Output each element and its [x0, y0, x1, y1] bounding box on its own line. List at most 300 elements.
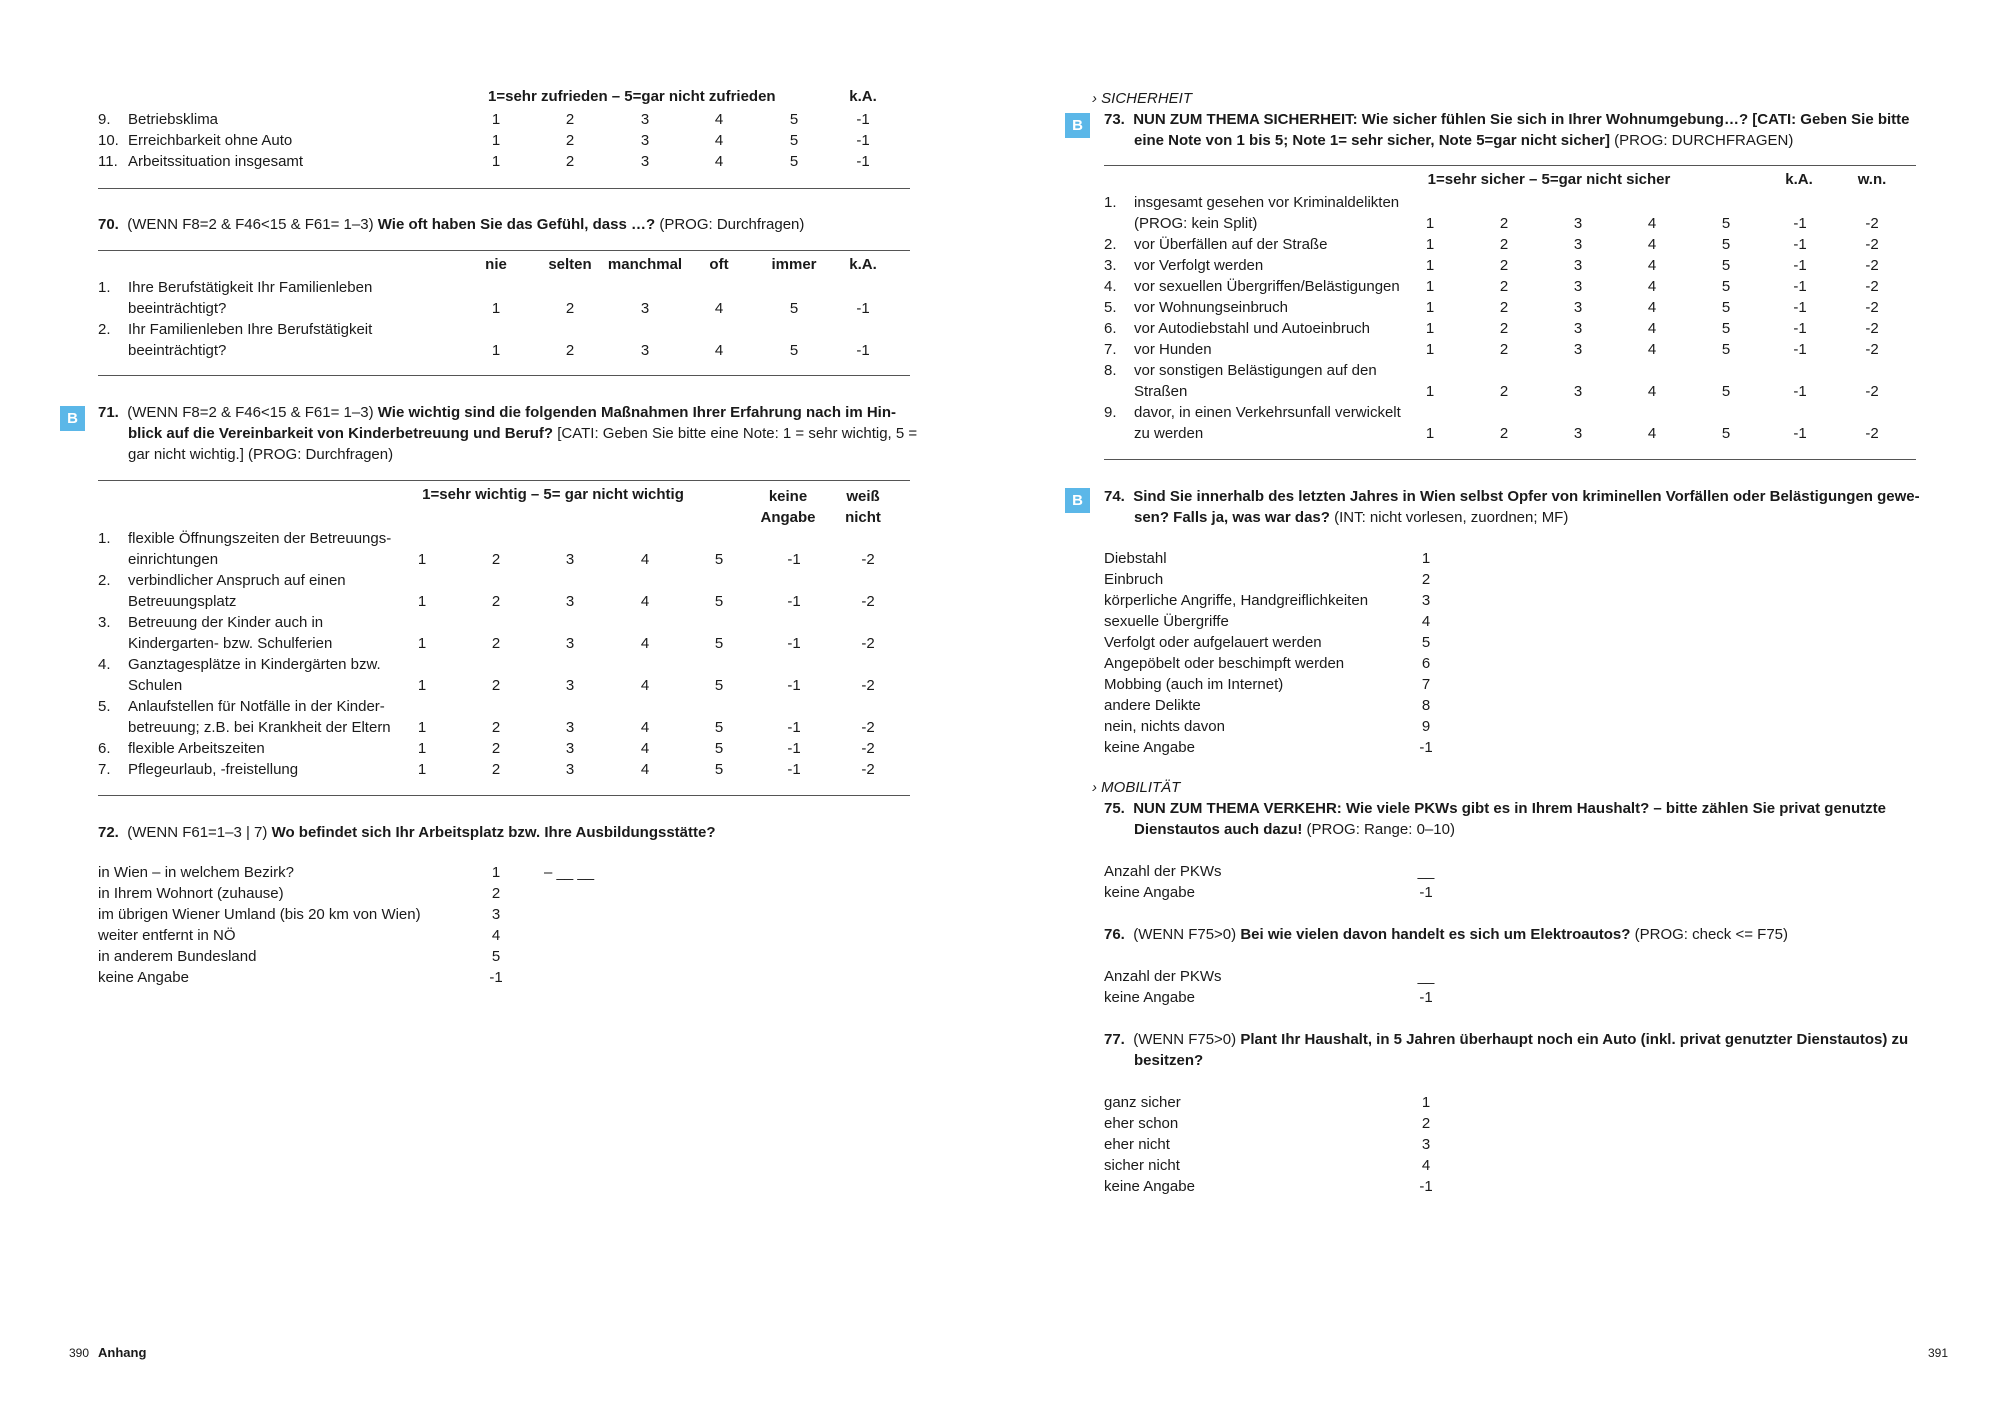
option-row — [98, 946, 910, 967]
divider — [98, 375, 910, 376]
scale-value: 1 — [491, 153, 501, 170]
row-label: Pflegeurlaub, -freistellung — [128, 761, 299, 778]
row-label: vor sonstigen Belästigungen auf den — [1134, 362, 1377, 379]
table-row — [98, 130, 910, 151]
row-label: vor Hunden — [1134, 341, 1212, 358]
prog-note: (PROG: check <= F75) — [1634, 926, 1788, 943]
option-row — [1104, 674, 1604, 695]
question-number: 75. — [1104, 800, 1125, 817]
scale-value: 3 — [565, 740, 575, 757]
row-label: Ganztagesplätze in Kindergärten bzw. — [128, 656, 381, 673]
row-label-cont: Kindergarten- bzw. Schulferien — [128, 635, 333, 652]
row-label: verbindlicher Anspruch auf einen — [128, 572, 346, 589]
page-number-left: 390 — [69, 1346, 90, 1360]
row-number: 5. — [98, 698, 111, 715]
option-row — [1104, 861, 1604, 882]
cati-note-cont: gar nicht wichtig.] (PROG: Durchfragen) — [128, 446, 394, 463]
scale-value: 4 — [1647, 278, 1657, 295]
option-code: -1 — [1419, 884, 1433, 901]
scale-value: -2 — [861, 677, 875, 694]
scale-value: 5 — [714, 677, 724, 694]
question-number: 77. — [1104, 1031, 1125, 1048]
scale-value: 3 — [565, 761, 575, 778]
row-number: 1. — [98, 530, 111, 547]
row-number: 3. — [98, 614, 111, 631]
row-label-cont: Betreuungsplatz — [128, 593, 237, 610]
option-row — [1104, 737, 1604, 758]
scale-value: 1 — [417, 593, 427, 610]
row-number: 2. — [1104, 236, 1117, 253]
scale-value: 3 — [1573, 320, 1583, 337]
scale-value: 5 — [789, 111, 799, 128]
scale-value: -1 — [1793, 299, 1807, 316]
q71-keine-angabe-header — [753, 486, 823, 528]
q72-options — [98, 862, 910, 992]
scale-value: -1 — [1793, 425, 1807, 442]
table-row — [98, 109, 910, 130]
scale-value: 1 — [1425, 320, 1435, 337]
q73-scale-header: 1=sehr sicher – 5=gar nicht sicher — [1427, 171, 1671, 188]
option-code: 2 — [1421, 571, 1431, 588]
row-label: flexible Arbeitszeiten — [128, 740, 265, 757]
q77-question — [1104, 1029, 1924, 1071]
scale-value: -1 — [787, 635, 801, 652]
scale-value: 4 — [714, 111, 724, 128]
option-row — [1104, 569, 1604, 590]
footer-section: Anhang — [98, 1345, 147, 1360]
option-label: sexuelle Übergriffe — [1104, 613, 1229, 630]
row-number: 3. — [1104, 257, 1117, 274]
option-row — [1104, 590, 1604, 611]
prog-note: (PROG: DURCHFRAGEN) — [1614, 132, 1794, 149]
option-code: 4 — [1421, 1157, 1431, 1174]
scale-value: 4 — [640, 761, 650, 778]
question-text: Sind Sie innerhalb des letzten Jahres in Wien selbst Opfer von kriminellen Vorfällen oder Belästigungen gewe- — [1133, 488, 1920, 505]
table-row — [98, 759, 910, 780]
scale-value: 5 — [714, 635, 724, 652]
scale-value: 2 — [491, 719, 501, 736]
option-row — [98, 904, 910, 925]
option-row — [1104, 653, 1604, 674]
condition: (WENN F8=2 & F46<15 & F61= 1–3) — [127, 216, 374, 233]
scale-value: 4 — [714, 342, 724, 359]
scale-value: 2 — [1499, 257, 1509, 274]
scale-value: -1 — [856, 111, 870, 128]
scale-value: 3 — [565, 551, 575, 568]
section-title: SICHERHEIT — [1101, 90, 1193, 107]
option-row — [98, 925, 910, 946]
condition: (WENN F75>0) — [1133, 1031, 1237, 1048]
scale-value: 5 — [1721, 425, 1731, 442]
question-number: 76. — [1104, 926, 1125, 943]
divider — [98, 795, 910, 796]
option-row — [1104, 882, 1604, 903]
scale-value: -2 — [1865, 320, 1879, 337]
option-code: 8 — [1421, 697, 1431, 714]
scale-value: -1 — [1793, 341, 1807, 358]
column-header: k.A. — [849, 256, 877, 273]
option-label: keine Angabe — [1104, 989, 1195, 1006]
scale-value: 5 — [789, 153, 799, 170]
scale-value: -2 — [1865, 341, 1879, 358]
scale-value: 2 — [565, 342, 575, 359]
scale-value: 4 — [1647, 383, 1657, 400]
scale-value: 1 — [491, 300, 501, 317]
scale-value: -2 — [861, 635, 875, 652]
question-number: 70. — [98, 216, 119, 233]
q76-options — [1104, 966, 1604, 1011]
scale-value: -1 — [1793, 320, 1807, 337]
row-label: flexible Öffnungszeiten der Betreuungs- — [128, 530, 392, 547]
scale-value: 2 — [491, 761, 501, 778]
option-label: weiter entfernt in NÖ — [98, 927, 236, 944]
q75-question — [1104, 798, 1924, 840]
option-label: Anzahl der PKWs — [1104, 863, 1222, 880]
scale-value: -2 — [1865, 257, 1879, 274]
option-code: 4 — [491, 927, 501, 944]
row-label: insgesamt gesehen vor Kriminaldelikten — [1134, 194, 1400, 211]
scale-value: 4 — [640, 740, 650, 757]
option-label: Angepöbelt oder beschimpft werden — [1104, 655, 1345, 672]
scale-value: 2 — [1499, 215, 1509, 232]
q77-options — [1104, 1092, 1604, 1202]
scale-value: 4 — [640, 593, 650, 610]
scale-value: -1 — [787, 740, 801, 757]
scale-value: 5 — [1721, 278, 1731, 295]
scale-value: 1 — [417, 761, 427, 778]
b-badge: B — [1065, 488, 1090, 513]
option-code: 2 — [491, 885, 501, 902]
scale-value: 3 — [640, 111, 650, 128]
scale-value: 4 — [1647, 341, 1657, 358]
table-row — [1104, 318, 1916, 339]
option-row — [1104, 548, 1604, 569]
scale-value: 2 — [1499, 320, 1509, 337]
divider — [98, 188, 910, 189]
scale-value: 1 — [1425, 236, 1435, 253]
scale-value: -2 — [1865, 236, 1879, 253]
scale-value: -1 — [787, 761, 801, 778]
option-code: 7 — [1421, 676, 1431, 693]
scale-value: 2 — [565, 111, 575, 128]
row-label: Betriebsklima — [128, 111, 219, 128]
row-label: vor Autodiebstahl und Autoeinbruch — [1134, 320, 1371, 337]
table-row — [1104, 234, 1916, 255]
question-text: Wo befindet sich Ihr Arbeitsplatz bzw. Ihre Ausbildungsstätte? — [271, 824, 716, 841]
table-row — [1104, 402, 1916, 444]
row-label: Betreuung der Kinder auch in — [128, 614, 324, 631]
table-row — [1104, 360, 1916, 402]
scale-value: 5 — [1721, 341, 1731, 358]
scale-value: -1 — [1793, 215, 1807, 232]
q70-question — [98, 214, 804, 235]
scale-value: 1 — [417, 740, 427, 757]
scale-value: 5 — [1721, 299, 1731, 316]
scale-value: 5 — [789, 342, 799, 359]
scale-value: 3 — [565, 635, 575, 652]
row-label: vor Verfolgt werden — [1134, 257, 1264, 274]
table-row — [1104, 192, 1916, 234]
question-text: Bei wie vielen davon handelt es sich um Elektroautos? — [1240, 926, 1631, 943]
option-label: eher nicht — [1104, 1136, 1170, 1153]
row-label: Ihre Berufstätigkeit Ihr Familienleben — [128, 279, 373, 296]
scale-value: 3 — [640, 300, 650, 317]
q73-table — [1104, 171, 1916, 451]
scale-value: 2 — [1499, 383, 1509, 400]
option-row — [98, 967, 910, 988]
scale-value: 4 — [640, 551, 650, 568]
divider — [98, 250, 910, 251]
scale-value: 1 — [1425, 278, 1435, 295]
table-row — [98, 696, 910, 738]
scale-value: 3 — [1573, 257, 1583, 274]
row-label-cont: beeinträchtigt? — [128, 342, 227, 359]
column-header: selten — [548, 256, 592, 273]
option-label: Verfolgt oder aufgelauert werden — [1104, 634, 1322, 651]
option-code: __ — [1417, 863, 1435, 880]
scale-value: -1 — [856, 300, 870, 317]
row-number: 1. — [98, 279, 111, 296]
option-label: andere Delikte — [1104, 697, 1201, 714]
option-row — [1104, 987, 1604, 1008]
question-text: NUN ZUM THEMA VERKEHR: Wie viele PKWs gibt es in Ihrem Haushalt? – bitte zählen Sie privat genutzte — [1133, 800, 1886, 817]
scale-value: 1 — [417, 635, 427, 652]
scale-value: 1 — [491, 132, 501, 149]
question-text-cont: Dienstautos auch dazu! — [1134, 821, 1303, 838]
scale-value: 4 — [1647, 215, 1657, 232]
q71-scale-header: 1=sehr wichtig – 5= gar nicht wichtig — [422, 486, 684, 503]
row-label-cont: einrichtungen — [128, 551, 219, 568]
option-row — [1104, 695, 1604, 716]
option-code: -1 — [1419, 1178, 1433, 1195]
scale-value: -2 — [1865, 425, 1879, 442]
row-label-cont: zu werden — [1134, 425, 1204, 442]
section-title: MOBILITÄT — [1101, 779, 1181, 796]
scale-value: -2 — [861, 719, 875, 736]
q74-question — [1104, 486, 1924, 528]
option-row — [1104, 1134, 1604, 1155]
row-label: Ihr Familienleben Ihre Berufstätigkeit — [128, 321, 373, 338]
row-label-cont: Schulen — [128, 677, 183, 694]
q71-table — [98, 486, 910, 786]
scale-value: -2 — [1865, 299, 1879, 316]
b-badge: B — [1065, 113, 1090, 138]
scale-value: -1 — [856, 342, 870, 359]
scale-value: 1 — [1425, 383, 1435, 400]
option-label: ganz sicher — [1104, 1094, 1181, 1111]
column-header: oft — [709, 256, 729, 273]
scale-value: 1 — [417, 677, 427, 694]
scale-value: 1 — [491, 111, 501, 128]
scale-value: 5 — [1721, 257, 1731, 274]
row-label: Anlaufstellen für Notfälle in der Kinder- — [128, 698, 385, 715]
row-number: 2. — [98, 321, 111, 338]
row-number: 1. — [1104, 194, 1117, 211]
q76-question — [1104, 924, 1788, 945]
scale-value: -2 — [1865, 278, 1879, 295]
row-label-cont: Straßen — [1134, 383, 1188, 400]
option-row — [98, 883, 910, 904]
table-row — [98, 738, 910, 759]
q71-question — [98, 402, 918, 465]
option-code: 6 — [1421, 655, 1431, 672]
question-text: NUN ZUM THEMA SICHERHEIT: Wie sicher fühlen Sie sich in Ihrer Wohnumgebung…? [CATI: Geben Sie bitte — [1133, 111, 1910, 128]
row-number: 4. — [1104, 278, 1117, 295]
column-header: nie — [485, 256, 507, 273]
row-label: Arbeitssituation insgesamt — [128, 153, 304, 170]
option-label: nein, nichts davon — [1104, 718, 1225, 735]
table-row — [98, 277, 910, 319]
q74-options — [1104, 548, 1604, 763]
scale-value: 3 — [1573, 236, 1583, 253]
scale-value: 3 — [1573, 383, 1583, 400]
question-text: Wie wichtig sind die folgenden Maßnahmen Ihrer Erfahrung nach im Hin- — [377, 404, 896, 421]
option-label: keine Angabe — [1104, 1178, 1195, 1195]
row-number: 2. — [98, 572, 111, 589]
option-row — [1104, 1155, 1604, 1176]
scale-value: 4 — [640, 719, 650, 736]
option-code: 3 — [1421, 1136, 1431, 1153]
question-text-cont: eine Note von 1 bis 5; Note 1= sehr sicher, Note 5=gar nicht sicher] — [1134, 132, 1610, 149]
q73-question — [1104, 109, 1924, 151]
row-label: vor Wohnungseinbruch — [1134, 299, 1288, 316]
int-note: (INT: nicht vorlesen, zuordnen; MF) — [1334, 509, 1569, 526]
scale-value: 2 — [565, 300, 575, 317]
chevron-right-icon: › — [1092, 90, 1097, 107]
option-code: 2 — [1421, 1115, 1431, 1132]
scale-value: 3 — [1573, 278, 1583, 295]
row-number: 9. — [1104, 404, 1117, 421]
table-row — [1104, 297, 1916, 318]
scale-value: 4 — [640, 635, 650, 652]
row-number: 7. — [1104, 341, 1117, 358]
scale-value: 5 — [714, 719, 724, 736]
q73-wn-header: w.n. — [1857, 171, 1887, 188]
district-blank: – __ __ — [544, 864, 595, 881]
question-text-cont: blick auf die Vereinbarkeit von Kinderbetreuung und Beruf? — [128, 425, 554, 442]
column-header: immer — [771, 256, 817, 273]
table-row — [1104, 276, 1916, 297]
condition: (WENN F75>0) — [1133, 926, 1237, 943]
option-code: 1 — [1421, 550, 1431, 567]
b-badge: B — [60, 406, 85, 431]
scale-value: 4 — [1647, 236, 1657, 253]
row-number: 4. — [98, 656, 111, 673]
scale-value: 3 — [640, 153, 650, 170]
option-code: 3 — [1421, 592, 1431, 609]
scale-value: -1 — [787, 719, 801, 736]
scale-value: -1 — [1793, 383, 1807, 400]
row-label: vor sexuellen Übergriffen/Belästigungen — [1134, 278, 1400, 295]
table-row — [1104, 255, 1916, 276]
divider — [1104, 459, 1916, 460]
scale-value: 4 — [640, 677, 650, 694]
table-row — [98, 570, 910, 612]
question-number: 73. — [1104, 111, 1125, 128]
scale-value: 3 — [565, 677, 575, 694]
scale-value: 5 — [714, 551, 724, 568]
scale-value: 5 — [714, 740, 724, 757]
option-code: 1 — [491, 864, 501, 881]
option-row — [1104, 1176, 1604, 1197]
q69-scale-header: 1=sehr zufrieden – 5=gar nicht zufrieden — [488, 88, 776, 105]
scale-value: 5 — [789, 300, 799, 317]
q72-question — [98, 822, 716, 843]
scale-value: 2 — [491, 593, 501, 610]
scale-value: 2 — [1499, 299, 1509, 316]
chevron-right-icon: › — [1092, 779, 1097, 796]
section-sicherheit — [1092, 88, 1192, 109]
row-number: 10. — [98, 132, 119, 149]
scale-value: 4 — [1647, 320, 1657, 337]
condition: (WENN F8=2 & F46<15 & F61= 1–3) — [127, 404, 374, 421]
option-label: Anzahl der PKWs — [1104, 968, 1222, 985]
question-number: 72. — [98, 824, 119, 841]
scale-value: 5 — [714, 761, 724, 778]
scale-value: -2 — [861, 593, 875, 610]
table-row — [98, 151, 910, 172]
scale-value: -2 — [1865, 215, 1879, 232]
scale-value: 4 — [1647, 299, 1657, 316]
option-row — [1104, 611, 1604, 632]
question-text: Wie oft haben Sie das Gefühl, dass …? — [377, 216, 656, 233]
q75-options — [1104, 861, 1604, 906]
scale-value: 1 — [1425, 215, 1435, 232]
scale-value: 5 — [1721, 236, 1731, 253]
section-mobilitaet — [1092, 777, 1180, 798]
scale-value: -1 — [1793, 257, 1807, 274]
scale-value: -2 — [861, 551, 875, 568]
row-number: 11. — [98, 153, 118, 170]
scale-value: 1 — [417, 719, 427, 736]
option-code: 5 — [491, 948, 501, 965]
scale-value: 4 — [1647, 425, 1657, 442]
row-label: davor, in einen Verkehrsunfall verwickelt — [1134, 404, 1401, 421]
scale-value: -1 — [1793, 278, 1807, 295]
divider — [1104, 165, 1916, 166]
option-code: 5 — [1421, 634, 1431, 651]
option-code: -1 — [1419, 739, 1433, 756]
scale-value: 2 — [491, 677, 501, 694]
option-label: in anderem Bundesland — [98, 948, 257, 965]
scale-value: 4 — [1647, 257, 1657, 274]
scale-value: 3 — [1573, 341, 1583, 358]
option-code: 1 — [1421, 1094, 1431, 1111]
row-label-cont: beeinträchtigt? — [128, 300, 227, 317]
scale-value: 2 — [565, 132, 575, 149]
option-row — [1104, 1113, 1604, 1134]
question-text-cont: besitzen? — [1134, 1052, 1204, 1069]
option-code: 4 — [1421, 613, 1431, 630]
scale-value: 1 — [1425, 425, 1435, 442]
scale-value: -1 — [787, 677, 801, 694]
scale-value: 2 — [1499, 425, 1509, 442]
option-code: 9 — [1421, 718, 1431, 735]
option-label: in Ihrem Wohnort (zuhause) — [98, 885, 284, 902]
header-keine: keine — [768, 488, 808, 505]
question-number: 74. — [1104, 488, 1125, 505]
scale-value: 4 — [714, 153, 724, 170]
q69-table — [98, 88, 910, 178]
q73-ka-header: k.A. — [1785, 171, 1813, 188]
scale-value: -1 — [856, 153, 870, 170]
option-code: 3 — [491, 906, 501, 923]
option-label: körperliche Angriffe, Handgreiflichkeiten — [1104, 592, 1369, 609]
scale-value: 2 — [565, 153, 575, 170]
row-number: 9. — [98, 111, 111, 128]
option-label: in Wien – in welchem Bezirk? — [98, 864, 294, 881]
scale-value: 5 — [789, 132, 799, 149]
